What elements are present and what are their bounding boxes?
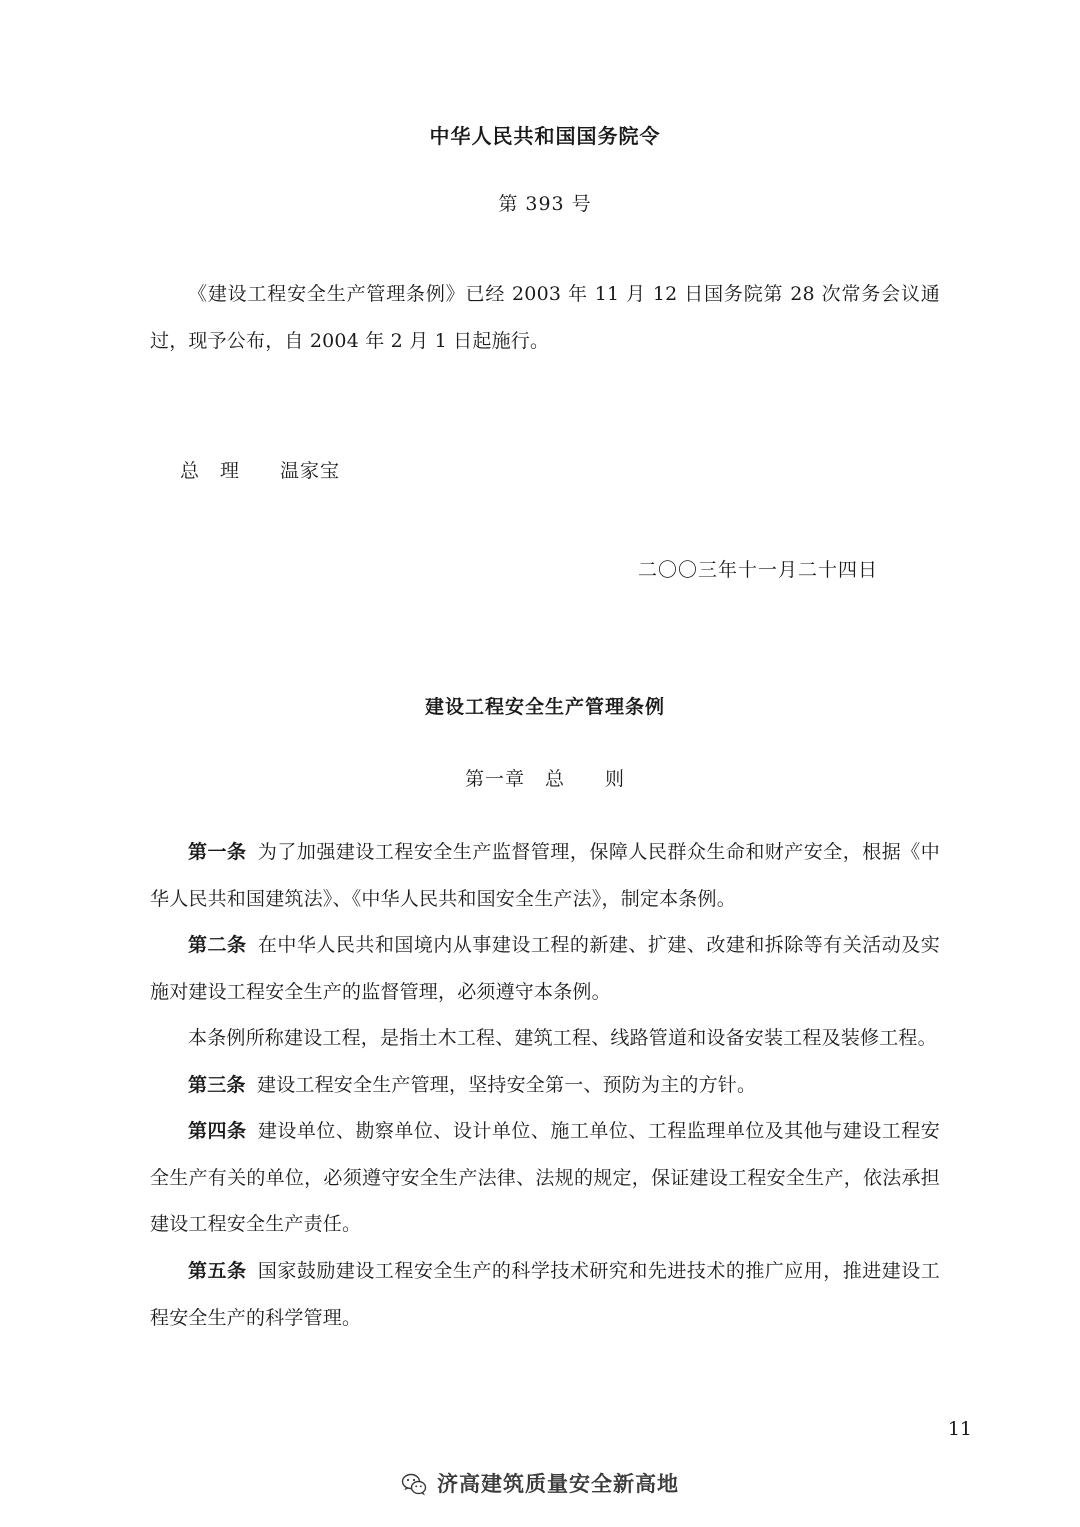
article-label: 第四条 [188,1120,247,1143]
article-label: 第二条 [188,934,247,957]
wechat-icon [401,1472,427,1498]
watermark [0,1468,1080,1498]
chapter-title: 第一章 总 则 [464,768,625,791]
article-item [150,829,940,922]
regulation-title: 建设工程安全生产管理条例 [424,696,665,719]
article-label: 第三条 [188,1073,246,1096]
article-text: 为了加强建设工程安全生产监督管理，保障人民群众生命和财产安全，根据《中华人民共和国建筑法》、《中华人民共和国安全生产法》，制定本条例。 [150,841,940,910]
signature-line: 总 理 温家宝 [180,460,341,483]
article-item [150,1062,940,1109]
page-number: 11 [947,1418,972,1440]
article-text: 建设单位、勘察单位、设计单位、施工单位、工程监理单位及其他与建设工程安全生产有关的单位，必须遵守安全生产法律、法规的规定，保证建设工程安全生产，依法承担建设工程安全生产责任。 [150,1120,940,1236]
article-item [150,1248,940,1341]
article-text: 在中华人民共和国境内从事建设工程的新建、扩建、改建和拆除等有关活动及实施对建设工程安全生产的监督管理，必须遵守本条例。 [150,934,940,1003]
decree-number: 第 393 号 [498,193,592,215]
article-item [150,922,940,1015]
watermark-text: 济高建筑质量安全新高地 [437,1472,679,1496]
promulgation-paragraph: 《建设工程安全生产管理条例》已经 2003 年 11 月 12 日国务院第 28 次常务会议通过，现予公布，自 2004 年 2 月 1 日起施行。 [150,283,940,352]
article-text: 国家鼓励建设工程安全生产的科学技术研究和先进技术的推广应用，推进建设工程安全生产的科学管理。 [150,1260,940,1329]
article-label: 第一条 [188,841,247,864]
decree-title: 中华人民共和国国务院令 [429,124,661,148]
article-text: 本条例所称建设工程，是指土木工程、建筑工程、线路管道和设备安装工程及装修工程。 [188,1027,937,1050]
article-text: 建设工程安全生产管理，坚持安全第一、预防为主的方针。 [257,1073,757,1096]
article-item [150,1108,940,1248]
document-content [150,120,940,1341]
date-line: 二〇〇三年十一月二十四日 [637,559,878,582]
article-label: 第五条 [188,1260,247,1283]
article-item [150,1015,940,1062]
